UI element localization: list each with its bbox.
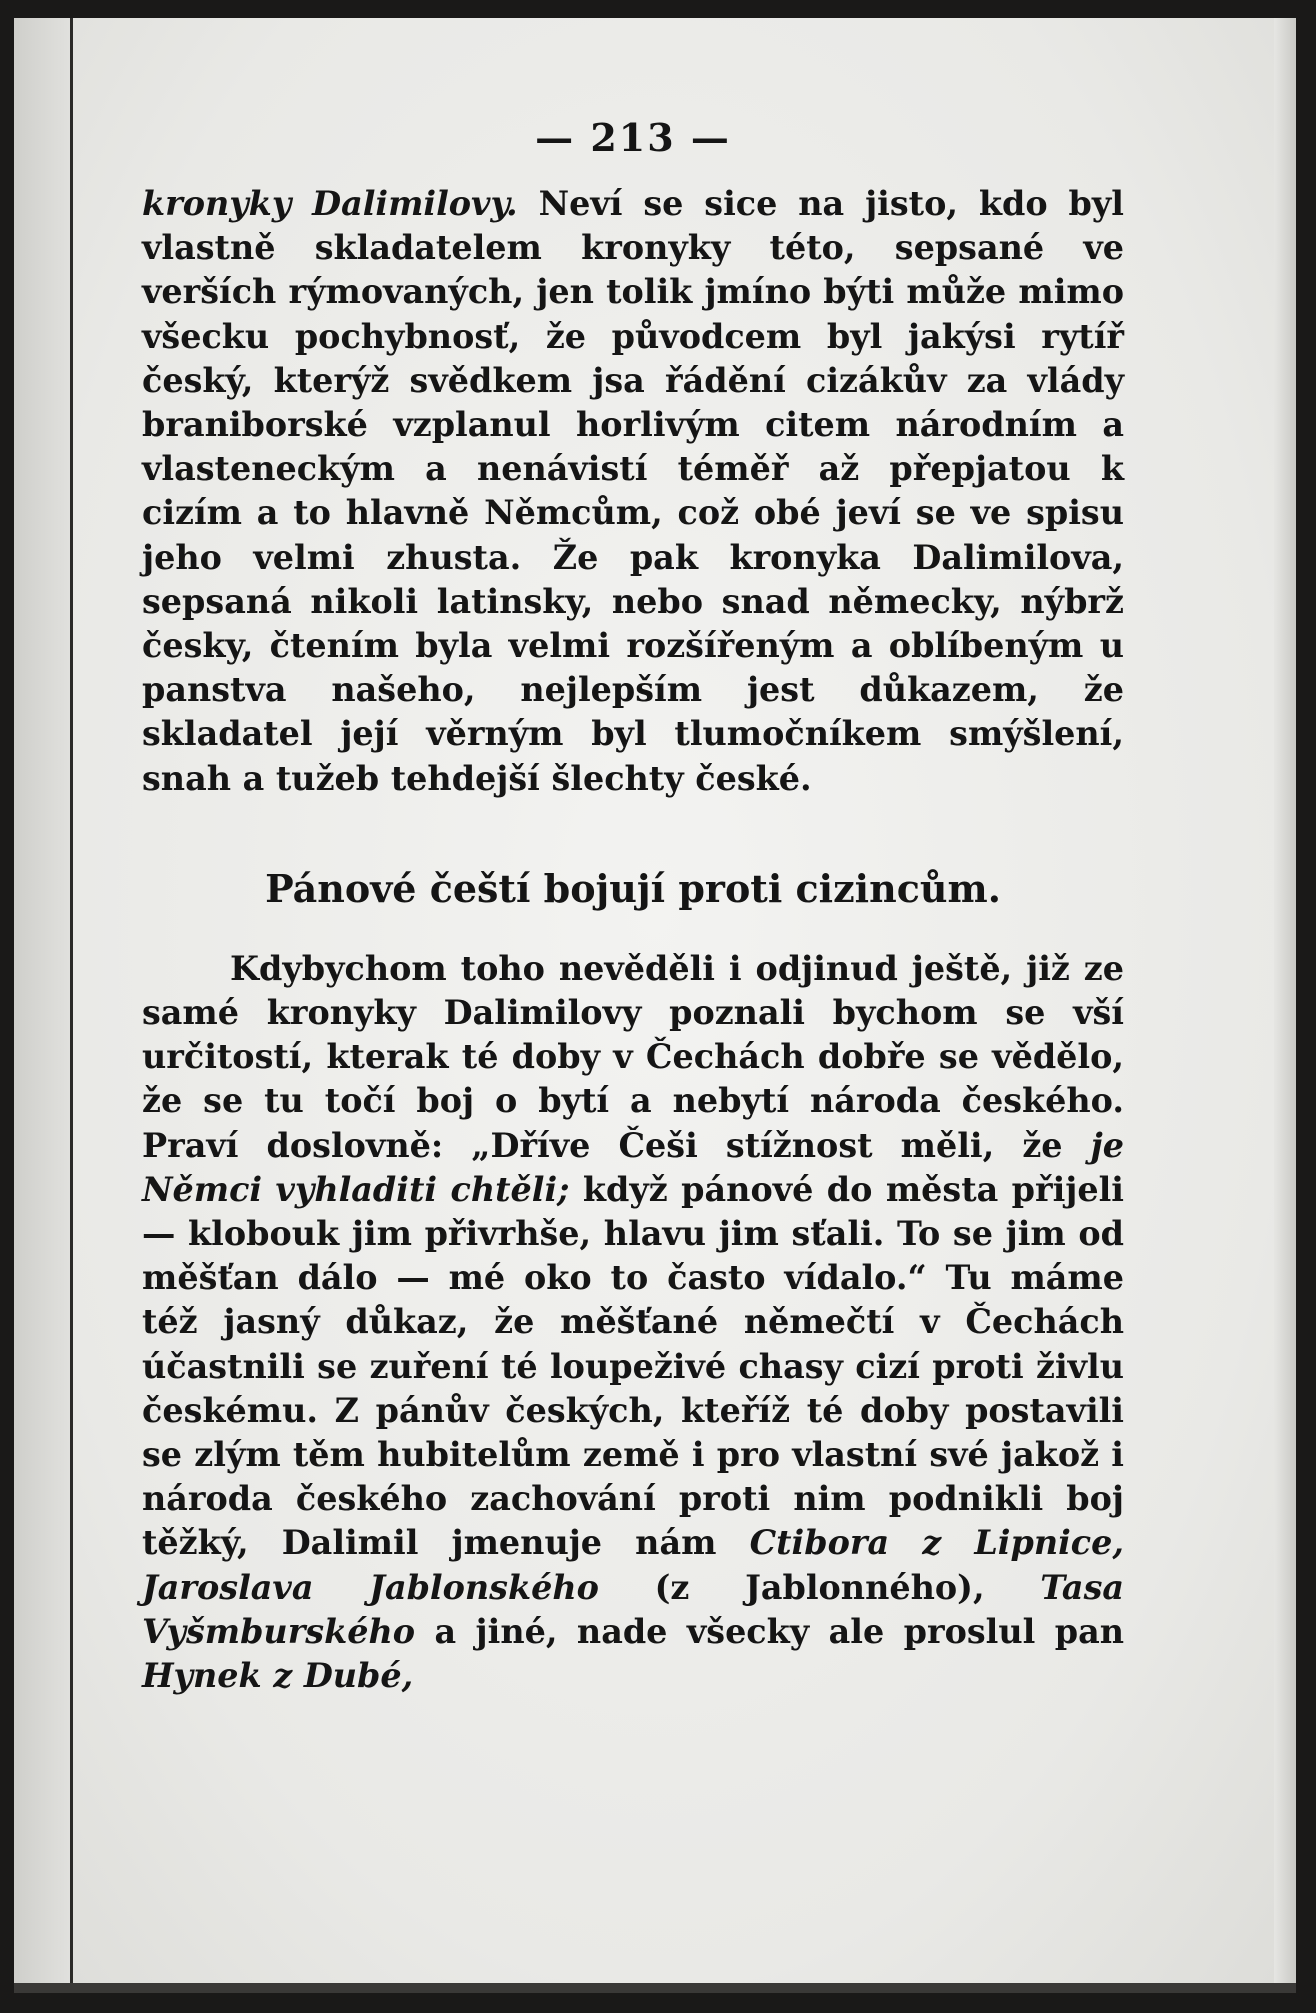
- text-segment: když pánové do města přijeli — klobouk jim přivrhše, hlavu jim sťali. To se jim od měšťan dálo — mé oko to často vídalo.“ Tu máme též jasný důkaz, že měšťané němečtí v Čechách účastnili se zuření té loupeživé chasy cizí proti živlu českému. Z pánův českých, kteříž té doby postavili se zlým těm hubitelům země i pro vlastní své jakož i národa českého zachování proti nim podnikli boj těžký, Dalimil jmenuje nám: [142, 1169, 1124, 1563]
- text-segment: je Němci vyhladiti chtěli;: [142, 1125, 1124, 1209]
- binding-gutter: [70, 18, 73, 1993]
- text-segment: a jiné, nade všecky ale proslul pan: [415, 1611, 1124, 1651]
- text-segment: kronyky Dalimilovy.: [142, 184, 518, 223]
- text-segment: Kdybychom toho nevěděli i odjinud ještě, již ze samé kronyky Dalimilovy poznali bychom se vší určitostí, kterak té doby v Čechách dobře se vědělo, že se tu točí boj o bytí a nebytí národa českého. Praví doslovně: „Dříve Češi stížnost měli, že: [142, 948, 1124, 1165]
- page-edge-shadow: [1274, 18, 1296, 1993]
- text-segment: Ctibora z Lipnice, Jaroslava Jablonského: [142, 1523, 1124, 1607]
- section-heading: Pánové čeští bojují proti cizincům.: [265, 865, 1001, 911]
- text-segment: Hynek z Dubé,: [142, 1656, 414, 1696]
- text-segment: Neví se sice na jisto, kdo byl vlastně skladatelem kronyky této, sepsané ve verších rýmovaných, jen tolik jmíno býti může mimo všecku pochybnosť, že původcem byl jakýsi rytíř český, kterýž svědkem jsa řádění cizákův za vlády braniborské vzplanul horlivým citem národním a vlasteneckým a nenávistí téměř až přepjatou k cizím a to hlavně Němcům, což obé jeví se ve spisu jeho velmi zhusta. Že pak kronyka Dalimilova, sepsaná nikoli latinsky, nebo snad německy, nýbrž česky, čtením byla velmi rozšířeným a oblíbeným u panstva našeho, nejlepším jest důkazem, že skladatel její věrným byl tlumočníkem smýšlení, snah a tužeb tehdejší šlechty české.: [142, 184, 1124, 798]
- paragraph-section: [142, 947, 1124, 1698]
- page-bottom-edge: [14, 1983, 1296, 1993]
- paragraph-continued: [142, 182, 1124, 801]
- book-page: [14, 18, 1296, 1993]
- previous-page-edge: [14, 18, 72, 1993]
- text-segment: (z Jablonného),: [598, 1567, 1041, 1607]
- page-text-block: [142, 114, 1124, 1698]
- text-segment: Tasa Vyšmburského: [142, 1567, 1125, 1651]
- page-number: — 213 —: [535, 115, 731, 160]
